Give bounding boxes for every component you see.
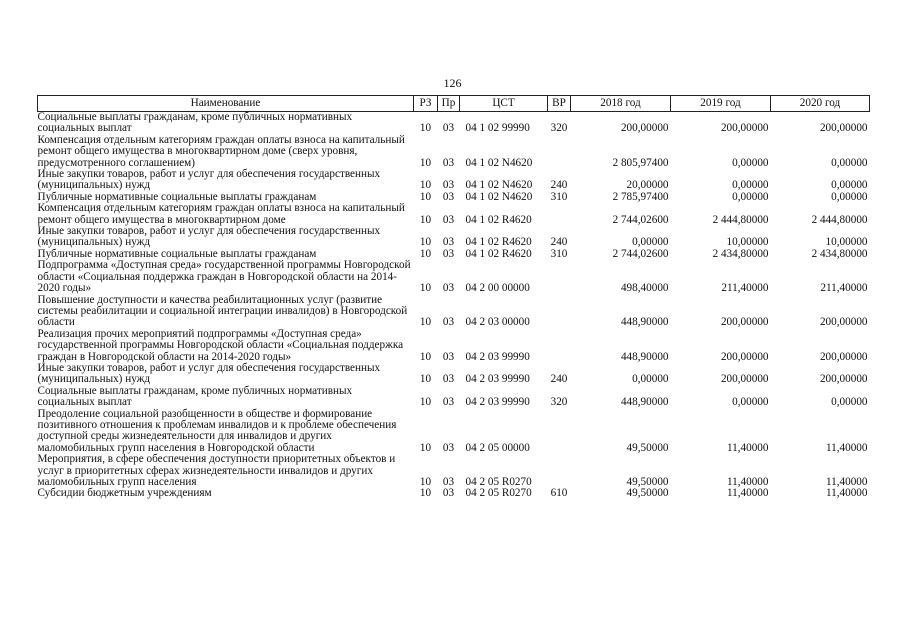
header-pr: Пр [438, 96, 460, 112]
row-rz: 10 [419, 122, 432, 135]
row-cst: 04 1 02 N4620 [465, 190, 533, 203]
row-vr: 610 [550, 487, 568, 500]
row-name: Социальные выплаты гражданам, кроме публичных нормативных социальных выплат [37, 111, 353, 135]
header-cst: ЦСТ [460, 96, 548, 112]
row-2019: 0,00000 [732, 179, 769, 192]
row-vr: 240 [550, 236, 568, 249]
row-pr: 03 [442, 190, 455, 203]
table-row [38, 203, 870, 226]
row-vr: 310 [550, 190, 568, 203]
budget-table [37, 95, 870, 500]
row-name: Иные закупки товаров, работ и услуг для обеспечения государственных (муниципальных) нужд [37, 361, 381, 386]
row-vr: 240 [550, 373, 568, 386]
row-2020: 11,40000 [825, 441, 868, 454]
table-row [38, 454, 870, 488]
row-2018: 49,50000 [626, 441, 669, 454]
row-2020: 200,00000 [819, 350, 868, 363]
row-rz: 10 [419, 236, 432, 249]
row-cst: 04 2 00 00000 [465, 282, 530, 295]
row-pr: 03 [442, 396, 455, 409]
row-rz: 10 [419, 190, 432, 203]
row-2018: 20,00000 [626, 179, 669, 192]
row-vr [548, 260, 571, 294]
row-name: Преодоление социальной разобщенности в обществе и формирование позитивного отношения к проблемам инвалидов и к проблеме обеспечения доступной среды жизнедеятельности для инвалидов и других маломобильных групп населения в Новгородской области [37, 407, 397, 454]
table-row [38, 226, 870, 249]
row-2018: 448,90000 [620, 316, 669, 329]
row-pr: 03 [442, 213, 455, 226]
table-row [38, 363, 870, 386]
table-row [38, 386, 870, 409]
row-vr: 240 [550, 179, 568, 192]
row-2019: 200,00000 [720, 373, 769, 386]
row-2019: 10,00000 [726, 236, 769, 249]
row-rz: 10 [419, 487, 432, 500]
row-vr: 320 [550, 396, 568, 409]
row-name: Повышение доступности и качества реабилитационных услуг (развитие системы реабилитации и социальной интеграции инвалидов) в Новгородской области [37, 293, 408, 329]
row-cst: 04 2 05 00000 [465, 441, 530, 454]
table-row [38, 169, 870, 192]
row-2018: 49,50000 [626, 476, 669, 488]
row-2018: 200,00000 [620, 122, 669, 135]
row-rz: 10 [419, 282, 432, 295]
row-name: Реализация прочих мероприятий подпрограммы «Доступная среда» государственной программы Новгородской области «Социальная поддержка граждан в Новгородской области на 2014-2020 годы» [37, 327, 404, 363]
row-2019: 200,00000 [720, 350, 769, 363]
row-2020: 11,40000 [825, 476, 868, 488]
row-pr: 03 [442, 247, 455, 260]
row-vr [548, 454, 571, 488]
row-rz: 10 [419, 350, 432, 363]
row-2020: 2 434,80000 [811, 247, 868, 260]
row-2020: 0,00000 [831, 179, 868, 192]
row-rz: 10 [419, 247, 432, 260]
row-cst: 04 2 03 99990 [465, 350, 530, 363]
row-2020: 200,00000 [819, 316, 868, 329]
row-vr: 320 [550, 122, 568, 135]
table-row [38, 112, 870, 135]
row-2020: 0,00000 [831, 396, 868, 409]
row-rz: 10 [419, 156, 432, 169]
row-pr: 03 [442, 373, 455, 386]
row-2020: 200,00000 [819, 122, 868, 135]
row-name: Подпрограмма «Доступная среда» государственной программы Новгородской области «Социальная поддержка граждан в Новгородской области на 2014-2020 годы» [37, 259, 411, 295]
row-2018: 2 805,97400 [612, 156, 669, 169]
row-cst: 04 1 02 R4620 [465, 247, 532, 260]
row-2018: 448,90000 [620, 396, 669, 409]
header-2018: 2018 год [571, 96, 671, 112]
row-pr: 03 [442, 441, 455, 454]
row-name: Публичные нормативные социальные выплаты гражданам [37, 190, 317, 203]
row-2019: 11,40000 [726, 487, 769, 500]
table-row [38, 135, 870, 169]
row-2019: 0,00000 [732, 156, 769, 169]
row-pr: 03 [442, 179, 455, 192]
row-rz: 10 [419, 213, 432, 226]
row-2020: 0,00000 [831, 190, 868, 203]
row-2019: 2 434,80000 [712, 247, 769, 260]
row-2019: 0,00000 [732, 396, 769, 409]
header-vr: ВР [548, 96, 571, 112]
row-cst: 04 1 02 N4620 [465, 179, 533, 192]
row-2019: 2 444,80000 [712, 213, 769, 226]
header-2019: 2019 год [671, 96, 771, 112]
row-pr: 03 [442, 156, 455, 169]
row-pr: 03 [442, 316, 455, 329]
row-cst: 04 2 03 99990 [465, 373, 530, 386]
row-2019: 0,00000 [732, 190, 769, 203]
header-2020: 2020 год [771, 96, 870, 112]
row-cst: 04 1 02 R4620 [465, 236, 532, 249]
table-row [38, 260, 870, 294]
row-2018: 0,00000 [632, 373, 669, 386]
row-2020: 200,00000 [819, 373, 868, 386]
row-rz: 10 [419, 476, 432, 488]
row-2020: 10,00000 [825, 236, 868, 249]
row-cst: 04 1 02 99990 [465, 122, 530, 135]
row-2019: 200,00000 [720, 316, 769, 329]
row-2019: 200,00000 [720, 122, 769, 135]
table-row [38, 295, 870, 329]
row-cst: 04 2 03 00000 [465, 316, 530, 329]
table-body [38, 112, 870, 500]
row-2018: 2 744,02600 [612, 213, 669, 226]
row-name: Иные закупки товаров, работ и услуг для обеспечения государственных (муниципальных) нужд [37, 225, 381, 249]
row-cst: 04 2 05 R0270 [465, 476, 532, 488]
row-pr: 03 [442, 476, 455, 488]
table-header-row [38, 96, 870, 112]
row-vr [548, 135, 571, 169]
row-2019: 11,40000 [726, 441, 769, 454]
row-2020: 11,40000 [825, 487, 868, 500]
row-vr [548, 409, 571, 455]
header-rz: РЗ [414, 96, 438, 112]
row-2020: 0,00000 [831, 156, 868, 169]
row-name: Субсидии бюджетным учреждениям [37, 487, 212, 500]
row-name: Компенсация отдельным категориям граждан оплаты взноса на капитальный ремонт общего имущества в многоквартирном доме (сверх уровня, предусмотренного соглашением) [37, 133, 405, 169]
row-vr [548, 203, 571, 226]
row-2019: 11,40000 [726, 476, 769, 488]
row-cst: 04 2 03 99990 [465, 396, 530, 409]
row-2018: 2 744,02600 [612, 247, 669, 260]
row-2020: 2 444,80000 [811, 213, 868, 226]
row-pr: 03 [442, 122, 455, 135]
row-name: Публичные нормативные социальные выплаты гражданам [37, 247, 317, 260]
row-pr: 03 [442, 236, 455, 249]
row-vr: 310 [550, 247, 568, 260]
row-cst: 04 1 02 N4620 [465, 156, 533, 169]
row-2018: 49,50000 [626, 487, 669, 500]
row-vr [548, 295, 571, 329]
row-rz: 10 [419, 441, 432, 454]
row-rz: 10 [419, 373, 432, 386]
row-name: Компенсация отдельным категориям граждан оплаты взноса на капитальный ремонт общего имущества в многоквартирном доме [37, 202, 405, 226]
page-number: 126 [443, 76, 462, 90]
header-name: Наименование [38, 96, 414, 112]
row-name: Мероприятия, в сфере обеспечения доступности приоритетных объектов и услуг в приоритетных сферах жизнедеятельности инвалидов и других маломобильных групп населения [37, 453, 396, 488]
row-pr: 03 [442, 350, 455, 363]
row-rz: 10 [419, 179, 432, 192]
row-name: Иные закупки товаров, работ и услуг для обеспечения государственных (муниципальных) нужд [37, 168, 381, 192]
row-2018: 2 785,97400 [612, 190, 669, 203]
row-rz: 10 [419, 396, 432, 409]
row-pr: 03 [442, 282, 455, 295]
row-2019: 211,40000 [721, 282, 769, 295]
row-2018: 0,00000 [632, 236, 669, 249]
row-cst: 04 1 02 R4620 [465, 213, 532, 226]
table-row [38, 409, 870, 455]
row-rz: 10 [419, 316, 432, 329]
row-cst: 04 2 05 R0270 [465, 487, 532, 500]
row-2018: 498,40000 [620, 282, 669, 295]
table-row [38, 488, 870, 499]
row-vr [548, 329, 571, 363]
row-name: Социальные выплаты гражданам, кроме публичных нормативных социальных выплат [37, 384, 353, 409]
row-2018: 448,90000 [620, 350, 669, 363]
row-2020: 211,40000 [820, 282, 868, 295]
table-row [38, 329, 870, 363]
row-pr: 03 [442, 487, 455, 500]
